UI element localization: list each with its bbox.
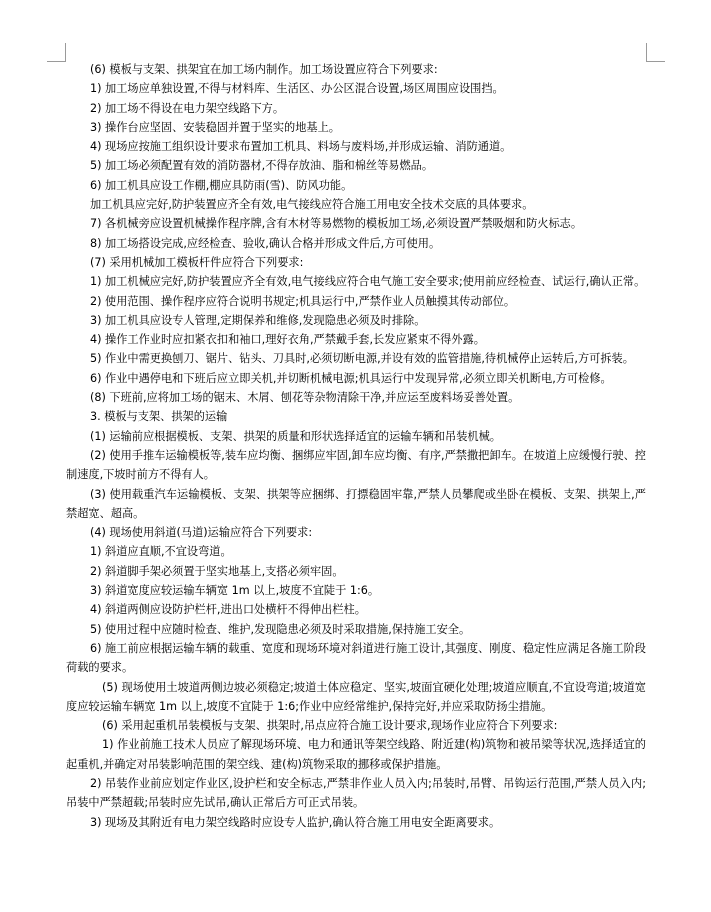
paragraph: 2) 吊装作业前应划定作业区,设护栏和安全标志,严禁非作业人员入内;吊装时,吊臂、吊钩运行范围,严禁人员入内;吊装中严禁超载;吊装时应先试吊,确认正常后方可正式吊装。 (66, 776, 646, 810)
page-corner-mark-top-left (47, 43, 66, 62)
paragraph: (2) 使用手推车运输模板等,装车应均衡、捆绑应牢固,卸车应均衡、有序,严禁撒把卸车。在坡道上应缓慢行驶、控制速度,下坡时前方不得有人。 (66, 448, 646, 482)
paragraph: 4) 现场应按施工组织设计要求布置加工机具、料场与废料场,并形成运输、消防通道。 (90, 140, 512, 154)
paragraph: 3) 现场及其附近有电力架空线路时应设专人监护,确认符合施工用电安全距离要求。 (90, 815, 501, 829)
page-corner-mark-top-right (646, 43, 665, 62)
paragraph: 1) 作业前施工技术人员应了解现场环境、电力和通讯等架空线路、附近建(构)筑物和被吊梁等状况,选择适宜的起重机,并确定对吊装影响范围的架空线、建(构)筑物采取的挪移或保护措施。 (66, 738, 646, 771)
paragraph: 5) 加工场必须配置有效的消防器材,不得存放油、脂和棉丝等易燃品。 (90, 159, 434, 173)
paragraph: 2) 斜道脚手架必须置于坚实地基上,支搭必须牢固。 (90, 564, 344, 578)
paragraph: 2) 使用范围、操作程序应符合说明书规定;机具运行中,严禁作业人员触摸其传动部位。 (90, 294, 516, 308)
paragraph: 1) 加工场应单独设置,不得与材料库、生活区、办公区混合设置,场区周围应设围挡。 (90, 82, 504, 96)
paragraph: 6) 作业中遇停电和下班后应立即关机,并切断机械电源;机具运行中发现异常,必须立即关机断电,方可检修。 (90, 371, 612, 385)
paragraph: (7) 采用机械加工模板杆件应符合下列要求: (90, 255, 304, 269)
paragraph: (6) 采用起重机吊装模板与支架、拱架时,吊点应符合施工设计要求,现场作业应符合下列要求: (102, 719, 558, 733)
paragraph: 3) 斜道宽度应较运输车辆宽 1m 以上,坡度不宜陡于 1:6。 (90, 584, 380, 598)
paragraph: 4) 操作工作业时应扣紧衣扣和袖口,理好衣角,严禁戴手套,长发应紧束不得外露。 (90, 333, 485, 347)
paragraph: 6) 施工前应根据运输车辆的载重、宽度和现场环境对斜道进行施工设计,其强度、刚度、稳定性应满足各施工阶段荷载的要求。 (66, 641, 646, 675)
paragraph: (3) 使用载重汽车运输模板、支架、拱架等应捆绑、打摽稳固牢靠,严禁人员攀爬或坐卧在模板、支架、拱架上,严禁超宽、超高。 (66, 487, 646, 520)
paragraph: 5) 作业中需更换刨刀、锯片、钻头、刀具时,必须切断电源,并设有效的监管措施,待机械停止运转后,方可拆装。 (90, 352, 634, 366)
paragraph: 5) 使用过程中应随时检查、维护,发现隐患必须及时采取措施,保持施工安全。 (90, 622, 471, 636)
paragraph: 3. 模板与支架、拱架的运输 (90, 410, 228, 424)
paragraph: (8) 下班前,应将加工场的锯末、木屑、刨花等杂物清除干净,并应运至废料场妥善处置。 (90, 391, 520, 405)
paragraph: (6) 模板与支架、拱架宜在加工场内制作。加工场设置应符合下列要求: (90, 63, 438, 76)
paragraph: 3) 操作台应坚固、安装稳固并置于坚实的地基上。 (90, 120, 340, 134)
paragraph: 1) 加工机械应完好,防护装置应齐全有效,电气接线应符合电气施工安全要求;使用前应经检查、试运行,确认正常。 (90, 275, 646, 289)
paragraph: 7) 各机械旁应设置机械操作程序牌,含有木材等易燃物的模板加工场,必须设置严禁吸烟和防火标志。 (90, 217, 583, 231)
document-body (66, 60, 646, 832)
paragraph: 2) 加工场不得设在电力架空线路下方。 (90, 101, 285, 115)
paragraph: (5) 现场使用土坡道两侧边坡必须稳定;坡道土体应稳定、坚实,坡面宜硬化处理;坡道应顺直,不宜设弯道;坡道宽度应较运输车辆宽 1m 以上,坡度不宜陡于 1:6;作业中应经常维护,保持完好,并应采取防扬尘措施。 (66, 680, 646, 713)
paragraph: 4) 斜道两侧应设防护栏杆,进出口处横杆不得伸出栏柱。 (90, 603, 366, 617)
paragraph: 加工机具应完好,防护装置应齐全有效,电气接线应符合施工用电安全技术交底的具体要求。 (90, 198, 534, 212)
paragraph: 8) 加工场搭设完成,应经检查、验收,确认合格并形成文件后,方可使用。 (90, 236, 441, 250)
paragraph: (4) 现场使用斜道(马道)运输应符合下列要求: (90, 526, 313, 540)
paragraph: 1) 斜道应直顺,不宜设弯道。 (90, 545, 232, 559)
paragraph: 3) 加工机具应设专人管理,定期保养和维修,发现隐患必须及时排除。 (90, 313, 426, 327)
paragraph: 6) 加工机具应设工作棚,棚应具防雨(雪)、防风功能。 (90, 178, 353, 192)
paragraph: (1) 运输前应根据模板、支架、拱架的质量和形状选择适宜的运输车辆和吊装机械。 (90, 429, 501, 443)
